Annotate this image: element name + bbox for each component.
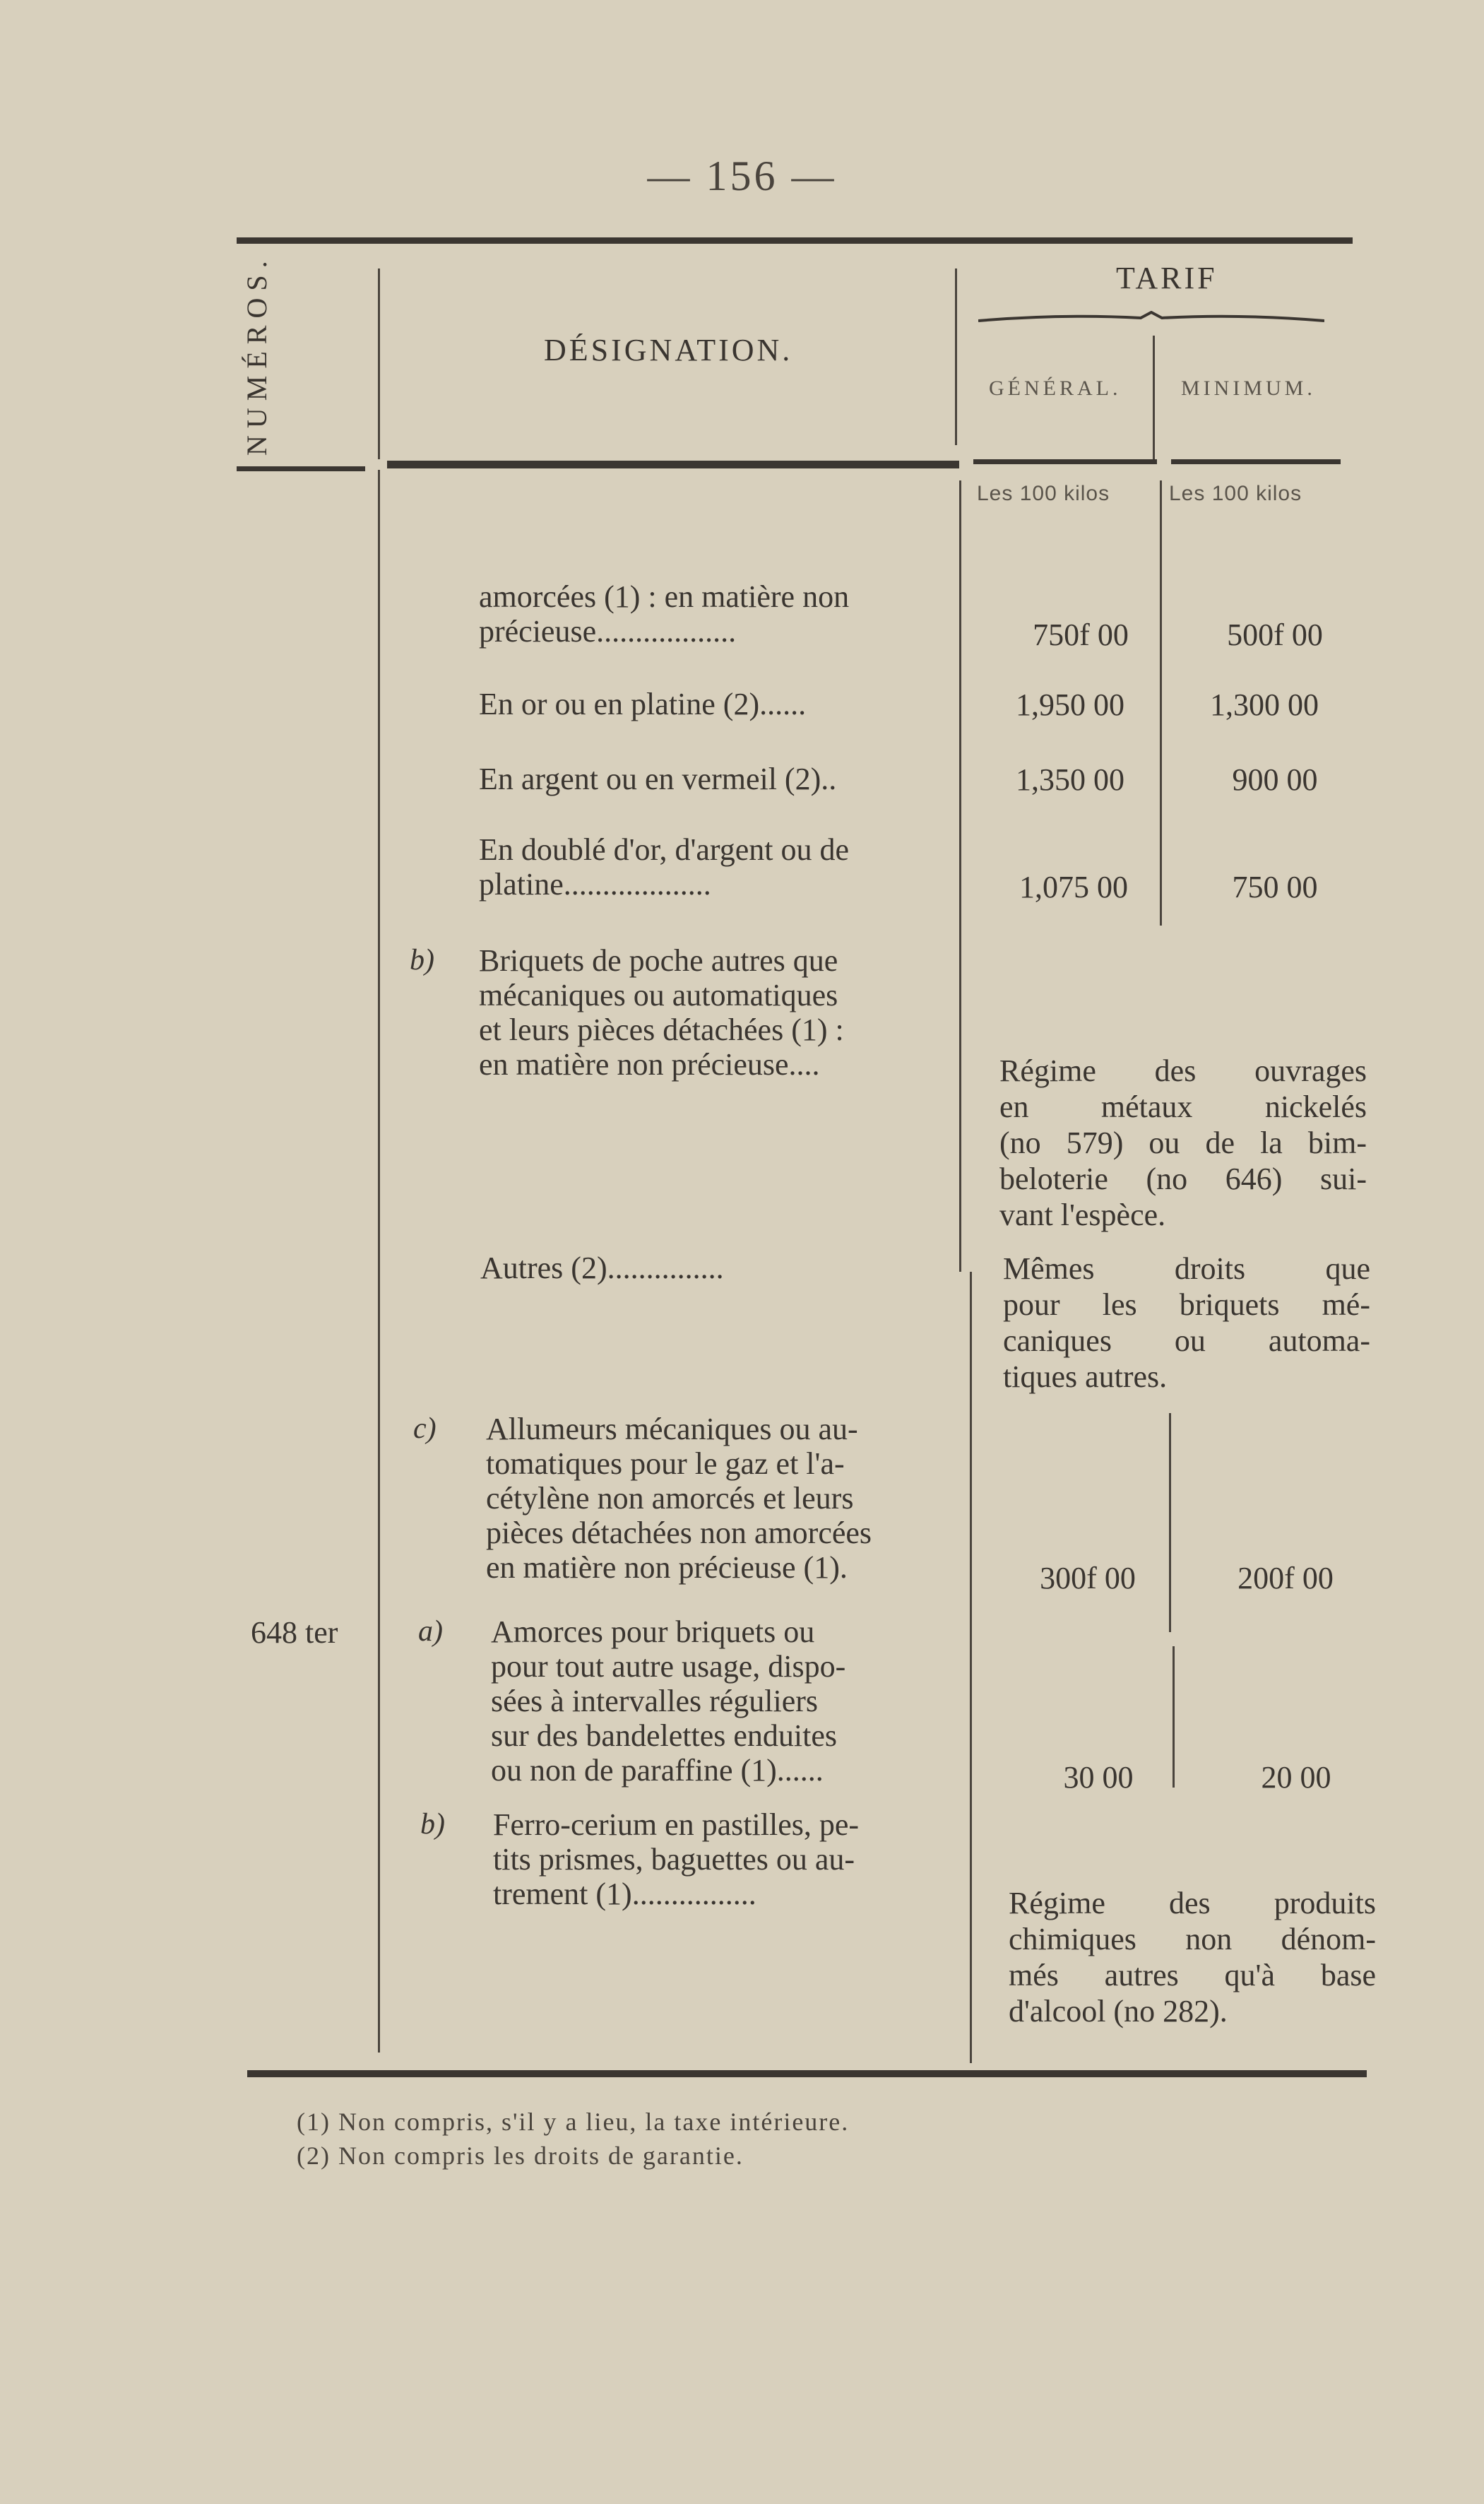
table-row (479, 762, 959, 796)
row-line: trement (1)................ (493, 1877, 756, 1911)
top-rule (237, 237, 1353, 244)
value-minimum: 900 00 (1232, 762, 1318, 797)
value-general: 1,350 00 (1016, 762, 1124, 797)
value-minimum: 500f 00 (1227, 618, 1323, 652)
value-general: 1,950 00 (1016, 687, 1124, 722)
note-line: beloterie (no 646) sui- (999, 1162, 1367, 1196)
table-row (479, 832, 959, 902)
row-line: platine................... (479, 867, 711, 902)
row-line: et leurs pièces détachées (1) : (479, 1012, 844, 1047)
header-vline-designation (955, 268, 957, 445)
body-vline-general-2 (1169, 1413, 1171, 1632)
row-line: pièces détachées non amorcées (486, 1516, 872, 1550)
row-letter: b) (420, 1808, 445, 1841)
note-line: pour les briquets mé- (1003, 1287, 1370, 1322)
table-row (479, 579, 959, 649)
row-line: Amorces pour briquets ou (491, 1614, 815, 1649)
value-minimum: 750 00 (1232, 870, 1318, 904)
table-row (479, 687, 959, 721)
row-line: amorcées (1) : en matière non (479, 579, 850, 614)
value-general: 30 00 (1063, 1760, 1134, 1795)
row-line: tits prismes, baguettes ou au- (493, 1842, 855, 1877)
value-general: 750f 00 (1033, 618, 1129, 652)
note-line: més autres qu'à base (1009, 1958, 1376, 1992)
note-line: d'alcool (no 282). (1009, 1994, 1228, 2028)
row-line: En doublé d'or, d'argent ou de (479, 832, 850, 867)
row-line: Autres (2)............... (480, 1251, 724, 1285)
row-line: pour tout autre usage, dispo- (491, 1649, 846, 1684)
body-vline-numeros (378, 470, 380, 2053)
row-line: en matière non précieuse.... (479, 1047, 820, 1082)
row-line: Allumeurs mécaniques ou au- (486, 1412, 858, 1446)
header-rule-designation (387, 461, 959, 468)
row-line: ou non de paraffine (1)...... (491, 1753, 824, 1788)
header-numeros: NUMÉROS. (241, 254, 273, 456)
row-line: en matière non précieuse (1). (486, 1550, 848, 1585)
table-row (479, 943, 959, 1082)
value-minimum: 200f 00 (1237, 1561, 1334, 1595)
note-line: caniques ou automa- (1003, 1323, 1370, 1358)
table-row (491, 1614, 971, 1788)
note-line: Régime des ouvrages (999, 1053, 1367, 1088)
row-line: sur des bandelettes enduites (491, 1718, 837, 1753)
row-line: cétylène non amorcés et leurs (486, 1481, 854, 1516)
unit-minimum: Les 100 kilos (1169, 482, 1302, 505)
note-line: tiques autres. (1003, 1359, 1168, 1394)
row-line: Briquets de poche autres que (479, 943, 838, 978)
note-line: vant l'espèce. (999, 1198, 1166, 1232)
header-rule-general (973, 459, 1157, 464)
header-designation: DÉSIGNATION. (544, 333, 793, 367)
header-general: GÉNÉRAL. (989, 377, 1122, 400)
footnote-2: (2) Non compris les droits de garantie. (297, 2142, 744, 2170)
header-vline-numeros (378, 268, 380, 459)
row-note (1003, 1251, 1370, 1395)
row-line: En argent ou en vermeil (2).. (479, 762, 837, 796)
row-note (1009, 1885, 1376, 2029)
table-row (493, 1807, 973, 1911)
value-general: 1,075 00 (1019, 870, 1128, 904)
note-line: chimiques non dénom- (1009, 1922, 1376, 1956)
header-rule-minimum (1171, 459, 1341, 464)
note-line: Régime des produits (1009, 1886, 1376, 1920)
row-line: Ferro-cerium en pastilles, pe- (493, 1807, 860, 1842)
page-number: — 156 — (647, 153, 837, 199)
row-line: sées à intervalles réguliers (491, 1684, 819, 1718)
bottom-rule (247, 2070, 1367, 2077)
row-note (999, 1053, 1367, 1233)
tarif-brace (978, 311, 1324, 325)
note-line: en métaux nickelés (999, 1089, 1367, 1124)
value-minimum: 20 00 (1261, 1760, 1331, 1795)
note-line: Mêmes droits que (1003, 1251, 1370, 1286)
row-letter: c) (413, 1412, 437, 1445)
row-letter: b) (410, 944, 434, 976)
header-minimum: MINIMUM. (1181, 377, 1316, 400)
header-rule-numeros (237, 466, 365, 471)
row-line: précieuse.................. (479, 614, 737, 649)
unit-general: Les 100 kilos (977, 482, 1110, 505)
note-line: (no 579) ou de la bim- (999, 1126, 1367, 1160)
header-vline-general (1153, 336, 1155, 459)
row-line: En or ou en platine (2)...... (479, 687, 807, 721)
table-row (480, 1251, 961, 1285)
row-line: mécaniques ou automatiques (479, 978, 838, 1012)
table-row (486, 1412, 966, 1585)
tariff-number: 648 ter (251, 1615, 338, 1650)
row-line: tomatiques pour le gaz et l'a- (486, 1446, 845, 1481)
value-general: 300f 00 (1040, 1561, 1136, 1595)
footnote-1: (1) Non compris, s'il y a lieu, la taxe intérieure. (297, 2108, 850, 2136)
header-tarif: TARIF (1116, 261, 1218, 295)
value-minimum: 1,300 00 (1210, 687, 1319, 722)
row-letter: a) (418, 1615, 443, 1648)
body-vline-designation-1 (959, 480, 961, 1272)
